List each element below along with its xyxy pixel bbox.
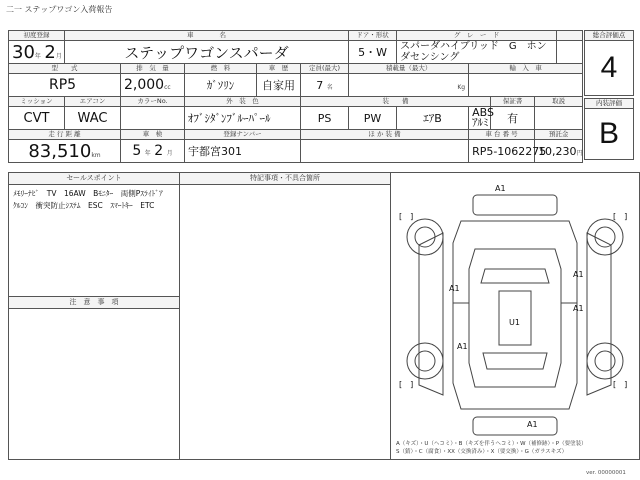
import-value: [469, 74, 583, 97]
inspection-value: 5 年 2 月: [121, 140, 185, 163]
damage-mark-left-rear: A1: [457, 342, 468, 351]
interior-label: 内装評価: [584, 98, 634, 109]
wheel-front-right: [587, 219, 623, 255]
other-equip-value: [301, 140, 469, 163]
color-no-value: [121, 107, 185, 130]
warranty-label: 保証書: [491, 97, 535, 107]
doors-label: ドア・形状: [349, 31, 397, 41]
displacement-value: 2,000cc: [121, 74, 185, 97]
aircon-value: WAC: [65, 107, 121, 130]
model-value: RP5: [9, 74, 121, 97]
special-notes-panel: [179, 172, 391, 460]
equip-abs-alloy: ABS ｱﾙﾐ: [469, 107, 491, 130]
doors-value: 5・W: [349, 41, 397, 64]
load-label: 積載量（最大）: [349, 64, 469, 74]
car-outline-svg: [391, 173, 639, 459]
car-name-value: ステップワゴンスパーダ: [65, 41, 349, 64]
sales-points-title: セールスポイント: [9, 173, 179, 185]
serial-number: ver. 00000001: [586, 470, 626, 476]
mileage-value: 83,510km: [9, 140, 121, 163]
use-label: 車 歴: [257, 64, 301, 74]
bracket-rear-left: [ ]: [399, 380, 414, 389]
inspection-label: 車 検: [121, 130, 185, 140]
equip-airbag: ｴｱB: [397, 107, 469, 130]
legend-line-1: A（キズ）・U（ヘコミ）・B（キズを伴うヘコミ）・W（補修跡）・P（要塗装）: [396, 441, 587, 447]
interior-score: B: [584, 109, 634, 160]
spacer-label: [557, 31, 583, 41]
damage-mark-front: A1: [495, 184, 506, 193]
wheel-rear-left: [407, 343, 443, 379]
vehicle-info-table: [8, 30, 583, 163]
manual-value: [535, 107, 583, 130]
chassis-value: RP5-1062275: [469, 140, 535, 163]
first-reg-value: 30年 2月: [9, 41, 65, 64]
equip-pw: PW: [349, 107, 397, 130]
first-reg-label: 初度登録: [9, 31, 65, 41]
mission-label: ミッション: [9, 97, 65, 107]
front-bumper-outline: [473, 195, 557, 215]
damage-diagram: [390, 172, 640, 460]
overall-score: 4: [584, 41, 634, 96]
fuel-label: 燃 料: [185, 64, 257, 74]
damage-mark-right-rear: A1: [573, 304, 584, 313]
special-notes-title: 特記事項・不具合箇所: [180, 173, 390, 185]
grade-value: スパーダハイブリッド G ホンダセンシング: [397, 41, 557, 64]
mileage-label: 走 行 距 離: [9, 130, 121, 140]
other-equip-label: ほ か 装 備: [301, 130, 469, 140]
rear-bumper-outline: [473, 417, 557, 435]
damage-mark-rear: A1: [527, 420, 538, 429]
notes-title: 注 意 事 項: [9, 297, 179, 309]
legend-line-2: S（錆）・C（腐食）・XX（交換済み）・X（要交換）・G（ガラスキズ）: [396, 449, 568, 455]
model-label: 型 式: [9, 64, 121, 74]
use-value: 自家用: [257, 74, 301, 97]
mission-value: CVT: [9, 107, 65, 130]
sales-points-text: ﾒﾓﾘｰﾅﾋﾞ TV 16AW Bﾓﾆﾀｰ 両側Pｽﾗｲﾄﾞｱ ｸﾙｺﾝ 衝突防止ｼｽﾃﾑ ESC ｽﾏｰﾄｷｰ ETC: [13, 189, 163, 210]
damage-mark-left-front: A1: [449, 284, 460, 293]
header-strip: 二一 ステップワゴン入荷報告: [6, 5, 113, 14]
windshield-outline: [481, 269, 549, 283]
bracket-rear-right: [ ]: [613, 380, 628, 389]
aircon-label: エアコン: [65, 97, 121, 107]
sales-points-panel: [8, 172, 180, 297]
displacement-label: 排 気 量: [121, 64, 185, 74]
ext-color-value: ｵﾌﾞｼﾀﾞﾝﾌﾞﾙｰﾊﾟｰﾙ: [185, 107, 301, 130]
damage-mark-roof: U1: [509, 318, 520, 327]
equip-ps: PS: [301, 107, 349, 130]
chassis-label: 車 台 番 号: [469, 130, 535, 140]
rear-glass-outline: [483, 353, 547, 369]
notes-panel: [8, 296, 180, 460]
color-no-label: カラーNo.: [121, 97, 185, 107]
capacity-value: 7 名: [301, 74, 349, 97]
plate-value: 宇都宮301: [185, 140, 301, 163]
capacity-label: 定員(最大): [301, 64, 349, 74]
grade-label: グ レ ー ド: [397, 31, 557, 41]
wheel-rear-right: [587, 343, 623, 379]
wheel-front-left: [407, 219, 443, 255]
ext-color-label: 外 装 色: [185, 97, 301, 107]
plate-label: 登録ナンバー: [185, 130, 301, 140]
warranty-value: 有: [491, 107, 535, 130]
load-value: Kg: [349, 74, 469, 97]
fuel-value: ｶﾞｿﾘﾝ: [185, 74, 257, 97]
spacer-value: [557, 41, 583, 64]
car-name-label: 車 名: [65, 31, 349, 41]
manual-label: 取説: [535, 97, 583, 107]
bracket-front-left: [ ]: [399, 212, 414, 221]
equip-label: 装 備: [301, 97, 491, 107]
damage-legend: [396, 440, 636, 456]
deposit-label: 預託金: [535, 130, 583, 140]
damage-mark-right-front: A1: [573, 270, 584, 279]
bracket-front-right: [ ]: [613, 212, 628, 221]
auction-sheet: [4, 4, 636, 474]
import-label: 輸 入 車: [469, 64, 583, 74]
score-label: 総合評価点: [584, 30, 634, 41]
score-panel: [584, 30, 634, 160]
deposit-value: 10,230円: [535, 140, 583, 163]
